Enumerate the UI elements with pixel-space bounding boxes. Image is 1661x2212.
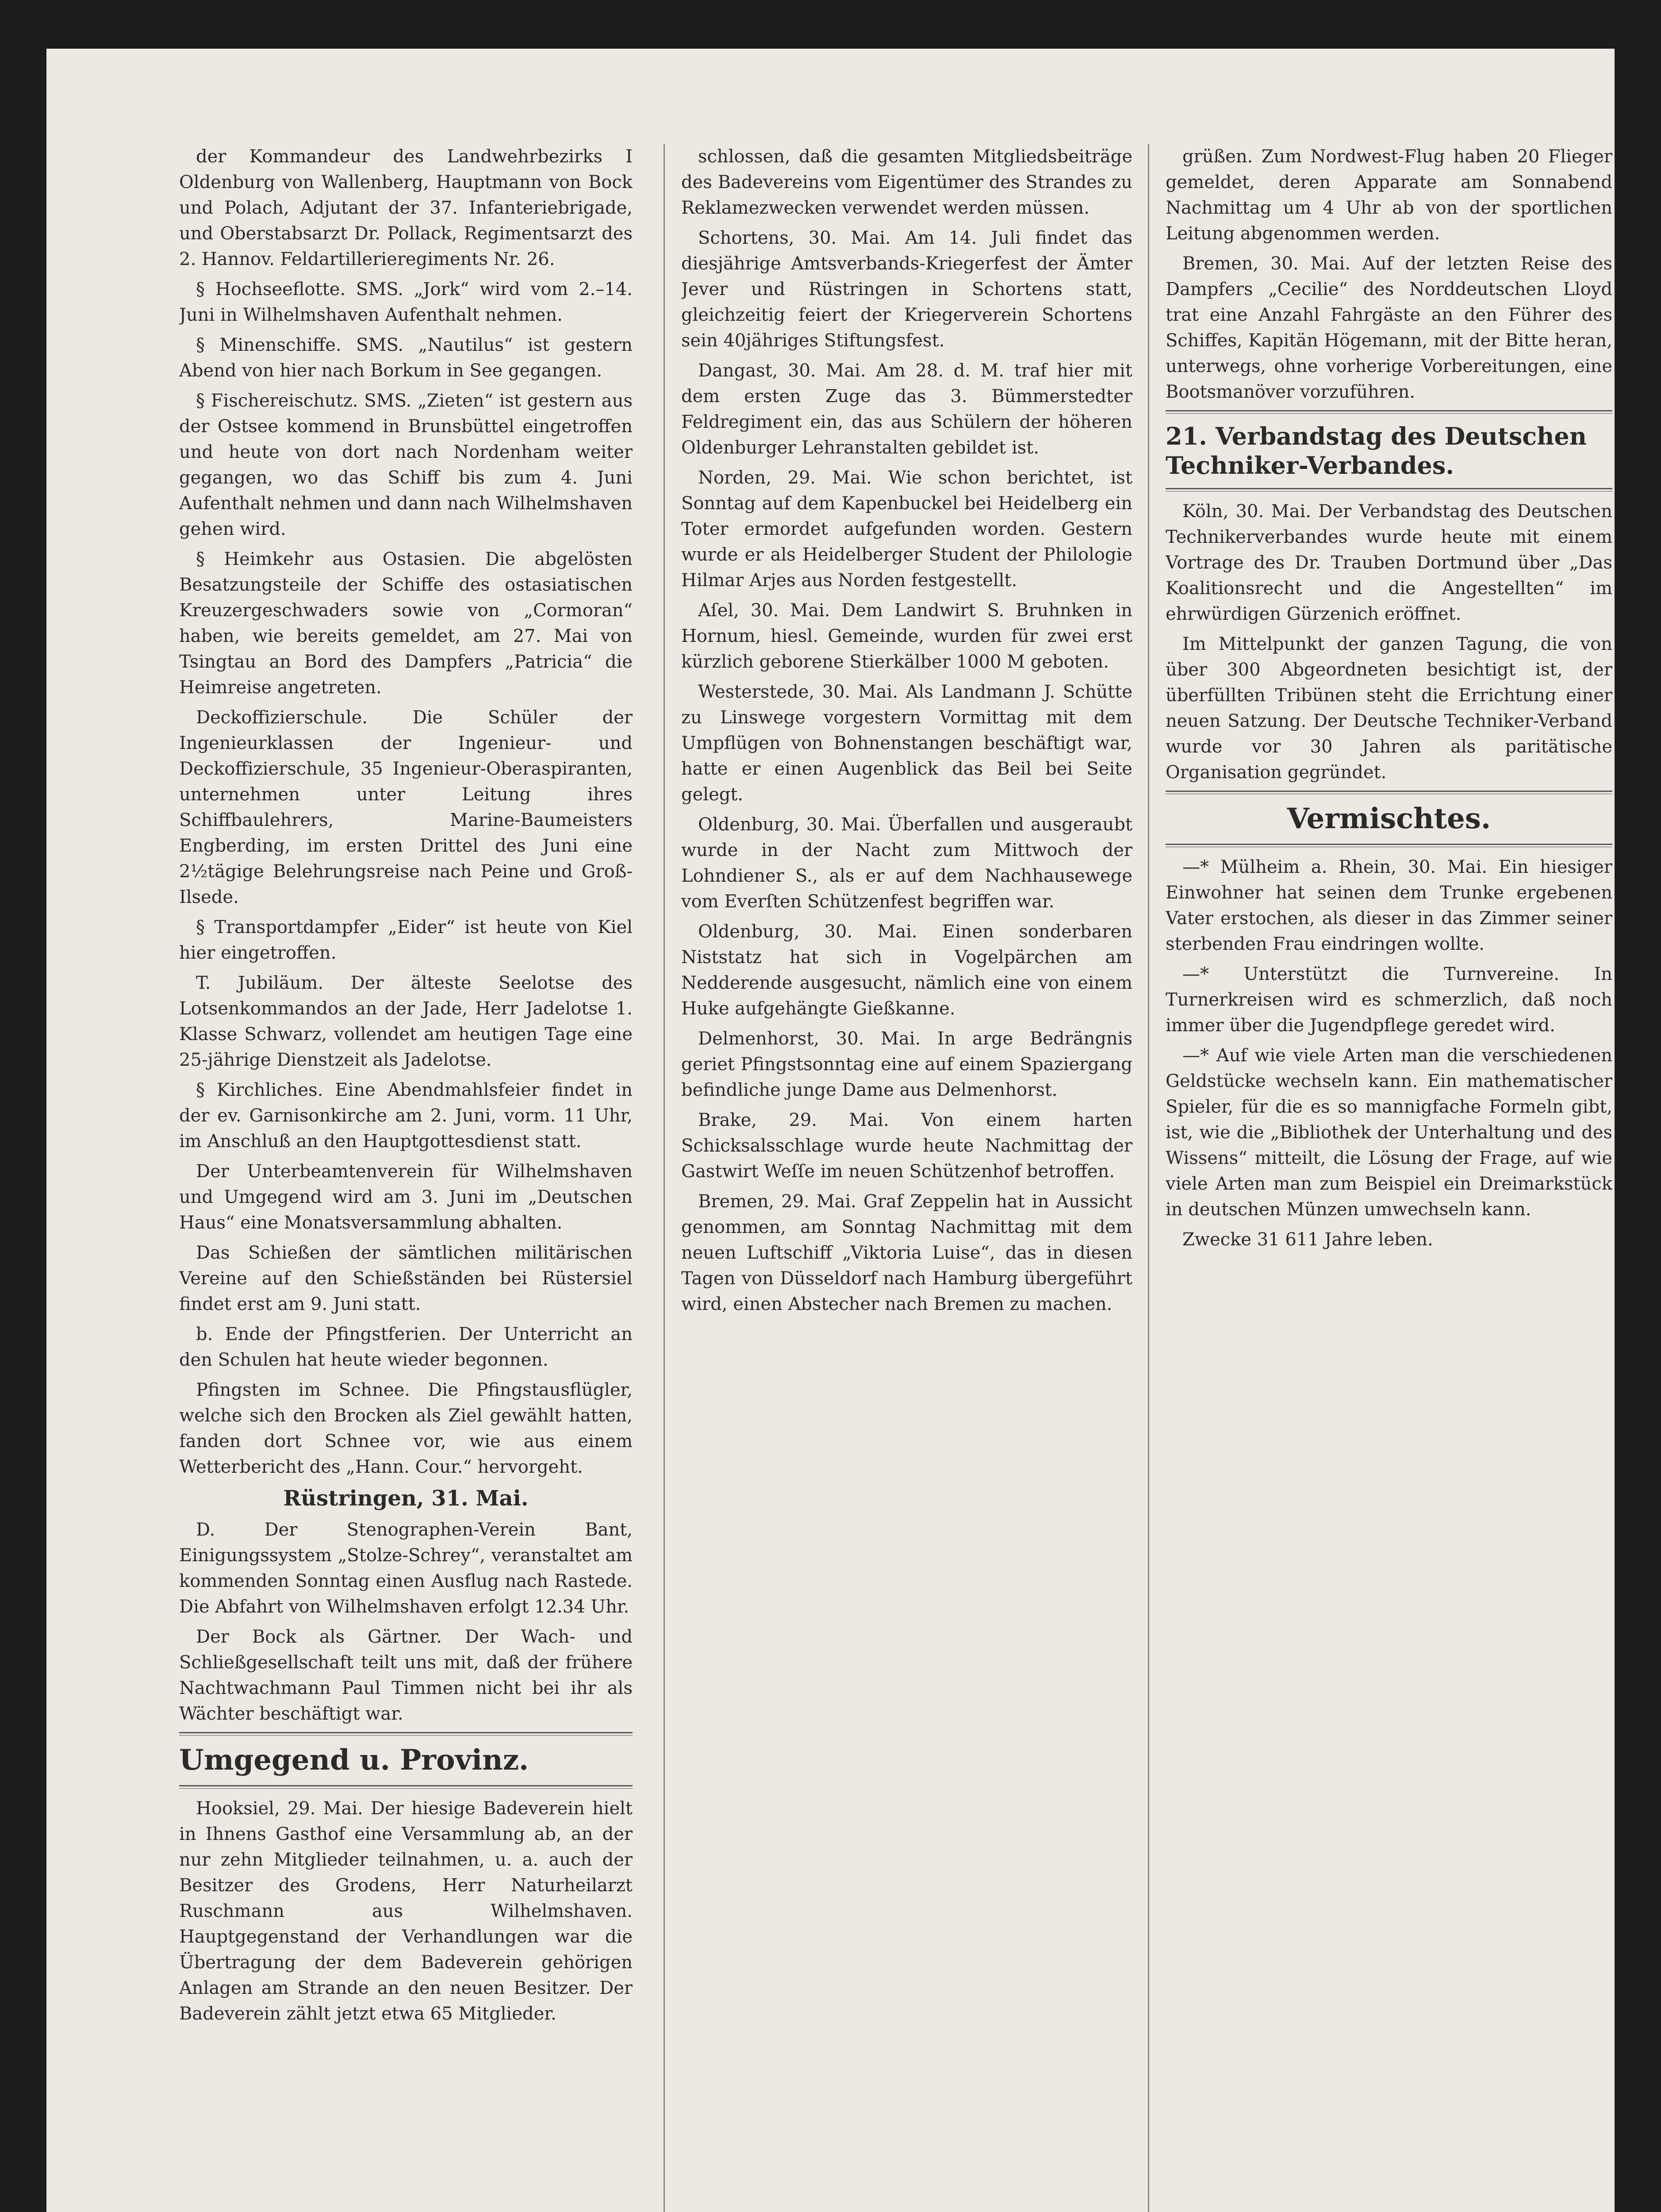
article-paragraph: Der Bock als Gärtner. Der Wach- und Schließgesellschaft teilt uns mit, daß der frühere Nachtwachmann Paul Timmen nicht bei ihr als Wächter beschäftigt war. (179, 1627, 633, 1724)
article-paragraph: T. Jubiläum. Der älteste Seelotse des Lotsenkommandos an der Jade, Herr Jadelotse 1. Klasse Schwarz, vollendet am heutigen Tage eine 25-jährige Dienstzeit als Jadelotse. (179, 973, 633, 1070)
article-paragraph: —* Mülheim a. Rhein, 30. Mai. Ein hiesiger Einwohner hat seinen dem Trunke ergebenen Vater erstochen, als dieser in das Zimmer seiner sterbenden Frau eindringen wollte. (1166, 857, 1612, 954)
divider (1166, 488, 1612, 492)
article-paragraph: Das Schießen der sämtlichen militärischen Vereine auf den Schießständen bei Rüstersiel findet erst am 9. Juni statt. (179, 1243, 633, 1314)
divider (179, 1732, 633, 1736)
article-paragraph: Köln, 30. Mai. Der Verbandstag des Deutschen Technikerverbandes wurde heute mit einem Vortrage des Dr. Trauben Dortmund über „Das Koalitionsrecht und die Angestellten“ im ehrwürdigen Gürzenich eröffnet. (1166, 501, 1612, 624)
article-paragraph: Oldenburg, 30. Mai. Einen sonderbaren Niststatz hat sich in Vogelpärchen am Nedderende ausgesucht, nämlich eine von einem Huke aufgehängte Gießkanne. (681, 922, 1132, 1019)
misc-heading: Vermischtes. (1287, 802, 1491, 835)
middle-column (681, 144, 1132, 2212)
article-paragraph: Zwecke 31 611 Jahre leben. (1182, 1229, 1433, 1250)
article-paragraph: § Hochseeflotte. SMS. „Jork“ wird vom 2.–14. Juni in Wilhelmshaven Aufenthalt nehmen. (179, 279, 633, 325)
divider (1166, 791, 1612, 794)
region-heading: Umgegend u. Provinz. (179, 1743, 529, 1777)
section-heading: Rüstringen, 31. Mai. (283, 1486, 529, 1511)
article-paragraph: Hooksiel, 29. Mai. Der hiesige Badeverein hielt in Ihnens Gasthof eine Versammlung ab, an der nur zehn Mitglieder teilnahmen, u. a. auch der Besitzer des Grodens, Herr Naturheilarzt Ruschmann aus Wilhelmshaven. Hauptgegenstand der Verhandlungen war die Übertragung der dem Badeverein gehörigen Anlagen am Strande an den neuen Besitzer. Der Badeverein zählt jetzt etwa 65 Mitglieder. (179, 1798, 633, 2024)
article-paragraph: b. Ende der Pfingstferien. Der Unterricht an den Schulen hat heute wieder begonnen. (179, 1324, 633, 1370)
article-paragraph: Im Mittelpunkt der ganzen Tagung, die von über 300 Abgeordneten besichtigt ist, der überfüllten Tribünen steht die Errichtung einer neuen Satzung. Der Deutsche Techniker-Verband wurde vor 30 Jahren als paritätische Organisation gegründet. (1166, 634, 1612, 783)
article-paragraph: Der Unterbeamtenverein für Wilhelmshaven und Umgegend wird am 3. Juni im „Deutschen Haus“ eine Monatsversammlung abhalten. (179, 1161, 633, 1233)
article-paragraph: Oldenburg, 30. Mai. Überfallen und ausgeraubt wurde in der Nacht zum Mittwoch der Lohndiener S., als er auf dem Nachhausewege vom Everſten Schützenfest begriffen war. (681, 814, 1132, 912)
article-paragraph: schlossen, daß die gesamten Mitgliedsbeiträge des Badevereins vom Eigentümer des Strandes zu Reklamezwecken verwendet werden müssen. (681, 146, 1132, 218)
article-paragraph: Bremen, 29. Mai. Graf Zeppelin hat in Aussicht genommen, am Sonntag Nachmittag mit dem neuen Luftschiff „Viktoria Luise“, das in diesen Tagen von Düsseldorf nach Hamburg übergeführt wird, einen Abstecher nach Bremen zu machen. (681, 1191, 1132, 1314)
column-rule (664, 144, 665, 2212)
article-paragraph: Schortens, 30. Mai. Am 14. Juli findet das diesjährige Amtsverbands-Kriegerfest der Ämter Jever und Rüstringen in Schortens statt, gleichzeitig feiert der Kriegerverein Schortens sein 40jähriges Stiftungsfest. (681, 228, 1132, 351)
article-paragraph: § Minenschiffe. SMS. „Nautilus“ ist gestern Abend von hier nach Borkum in See gegangen. (179, 335, 633, 381)
article-paragraph: § Heimkehr aus Ostasien. Die abgelösten Besatzungsteile der Schiffe des ostasiatischen Kreuzergeschwaders sowie von „Cormoran“ haben, wie bereits gemeldet, am 27. Mai von Tsingtau an Bord des Dampfers „Patricia“ die Heimreise angetreten. (179, 549, 633, 698)
divider (1166, 410, 1612, 414)
article-paragraph: § Kirchliches. Eine Abendmahlsfeier findet in der ev. Garnisonkirche am 2. Juni, vorm. 11 Uhr, im Anschluß an den Hauptgottesdienst statt. (179, 1080, 633, 1152)
left-column (179, 144, 633, 2212)
column-rule (1148, 144, 1149, 2212)
right-column (1166, 144, 1612, 2212)
divider (179, 1785, 633, 1789)
article-paragraph: D. Der Stenographen-Verein Bant, Einigungssystem „Stolze-Schrey“, veranstaltet am kommenden Sonntag einen Ausflug nach Rastede. Die Abfahrt von Wilhelmshaven erfolgt 12.34 Uhr. (179, 1520, 633, 1617)
article-paragraph: Delmenhorst, 30. Mai. In arge Bedrängnis geriet Pfingstsonntag eine auf einem Spaziergang befindliche junge Dame aus Delmenhorst. (681, 1029, 1132, 1100)
divider (1166, 844, 1612, 847)
article-paragraph: Dangast, 30. Mai. Am 28. d. M. traf hier mit dem ersten Zuge das 3. Bümmerstedter Feldregiment ein, das aus Schülern der höheren Oldenburger Lehranstalten gebildet ist. (681, 361, 1132, 458)
article-paragraph: § Fischereischutz. SMS. „Zieten“ ist gestern aus der Ostsee kommend in Brunsbüttel eingetroffen und heute von dort nach Nordenham weiter gegangen, wo das Schiff bis zum 4. Juni Aufenthalt nehmen und dann nach Wilhelmshaven gehen wird. (179, 391, 633, 539)
article-paragraph: Deckoffizierschule. Die Schüler der Ingenieurklassen der Ingenieur- und Deckoffizierschule, 35 Ingenieur-Oberaspiranten, unternehmen unter Leitung ihres Schiffbaulehrers, Marine-Baumeisters Engberding, im ersten Drittel des Juni eine 2½tägige Belehrungsreise nach Peine und Groß-Ilsede. (179, 707, 633, 907)
article-paragraph: Norden, 29. Mai. Wie schon berichtet, ist Sonntag auf dem Kapenbuckel bei Heidelberg ein Toter ermordet aufgefunden worden. Gestern wurde er als Heidelberger Student der Philologie Hilmar Arjes aus Norden festgestellt. (681, 468, 1132, 591)
article-paragraph: Brake, 29. Mai. Von einem harten Schicksalsschlage wurde heute Nachmittag der Gastwirt Weſſe im neuen Schützenhof betroffen. (681, 1110, 1132, 1182)
article-paragraph: § Transportdampfer „Eider“ ist heute von Kiel hier eingetroffen. (179, 917, 633, 963)
article-paragraph: Pfingsten im Schnee. Die Pfingstausflügler, welche sich den Brocken als Ziel gewählt hatten, fanden dort Schnee vor, wie aus einem Wetterbericht des „Hann. Cour.“ hervorgeht. (179, 1380, 633, 1477)
article-paragraph: Westerstede, 30. Mai. Als Landmann J. Schütte zu Linswege vorgestern Vormittag mit dem Umpflügen von Bohnenstangen beschäftigt war, hatte er einen Augenblick das Beil bei Seite gelegt. (681, 682, 1132, 805)
article-paragraph: Bremen, 30. Mai. Auf der letzten Reise des Dampfers „Cecilie“ des Norddeutschen Lloyd trat eine Anzahl Fahrgäste an den Führer des Schiffes, Kapitän Högemann, mit der Bitte heran, unterwegs, ohne vorherige Vorbereitungen, eine Bootsmanöver vorzuführen. (1166, 253, 1612, 402)
article-heading: 21. Verbandstag des Deutschen Techniker-Verbandes. (1166, 422, 1587, 480)
article-paragraph: —* Auf wie viele Arten man die verschiedenen Geldstücke wechseln kann. Ein mathematischer Spieler, für die es so mannigfache Formeln gibt, ist, wie die „Bibliothek der Unterhaltung und des Wissens“ mitteilt, die Lösung der Frage, auf wie viele Arten man zum Beispiel ein Dreimarkstück in deutschen Münzen umwechseln kann. (1166, 1045, 1612, 1220)
article-paragraph: Aſel, 30. Mai. Dem Landwirt S. Bruhnken in Hornum, hiesl. Gemeinde, wurden für zwei erst kürzlich geborene Stierkälber 1000 M geboten. (681, 600, 1132, 672)
article-paragraph: —* Unterstützt die Turnvereine. In Turnerkreisen wird es schmerzlich, daß noch immer über die Jugendpflege geredet wird. (1166, 964, 1612, 1036)
article-paragraph: der Kommandeur des Landwehrbezirks I Oldenburg von Wallenberg, Hauptmann von Bock und Polach, Adjutant der 37. Infanteriebrigade, und Oberstabsarzt Dr. Pollack, Regimentsarzt des 2. Hannov. Feldartillerieregiments Nr. 26. (179, 146, 633, 269)
article-paragraph: grüßen. Zum Nordwest-Flug haben 20 Flieger gemeldet, deren Apparate am Sonnabend Nachmittag um 4 Uhr ab von der sportlichen Leitung abgenommen werden. (1166, 146, 1612, 244)
newspaper-page (46, 49, 1615, 2212)
